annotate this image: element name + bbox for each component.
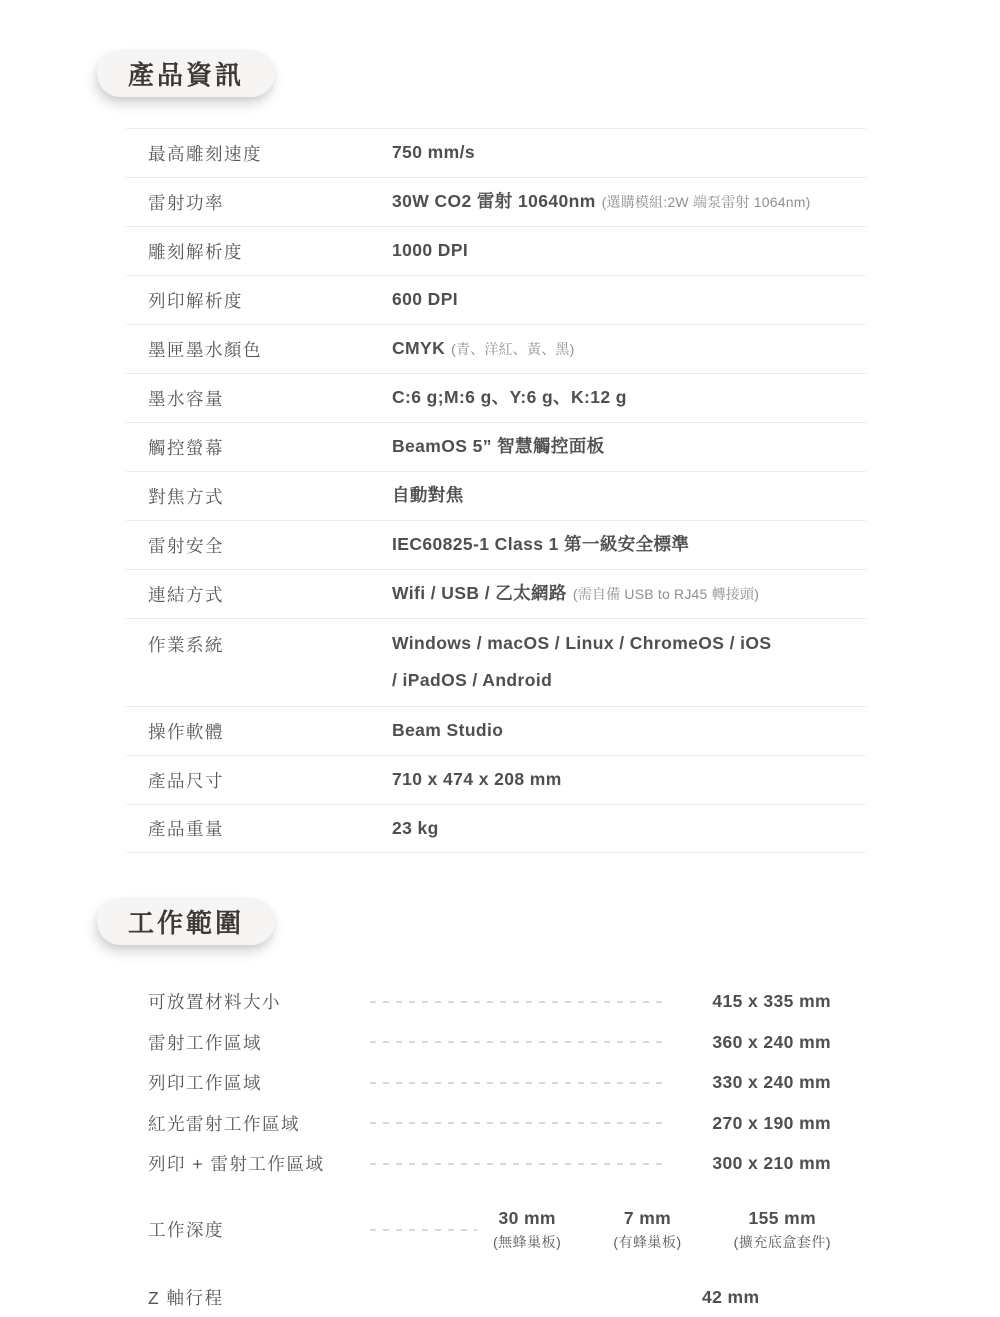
spec-label: 最高雕刻速度 bbox=[148, 143, 262, 164]
work-label: 工作深度 bbox=[148, 1220, 224, 1241]
spec-label: 列印解析度 bbox=[148, 290, 243, 311]
spec-value-line2: / iPadOS / Android bbox=[392, 669, 553, 690]
depth-column bbox=[734, 1208, 831, 1252]
product-spec-table bbox=[126, 128, 866, 853]
spec-label: 墨水容量 bbox=[148, 388, 224, 409]
table-row bbox=[126, 226, 866, 275]
spec-label: 對焦方式 bbox=[148, 486, 224, 507]
table-row bbox=[126, 177, 866, 226]
spec-value: 23 kg bbox=[392, 817, 439, 838]
table-row bbox=[126, 569, 866, 618]
table-row bbox=[126, 422, 866, 471]
spec-value: 750 mm/s bbox=[392, 142, 475, 163]
spec-value: 600 DPI bbox=[392, 289, 459, 310]
spec-label: 操作軟體 bbox=[148, 721, 224, 742]
section-badge-work-range bbox=[97, 898, 275, 945]
table-row bbox=[126, 755, 866, 804]
dashed-leader bbox=[370, 1082, 667, 1084]
spec-note: (青、洋紅、黃、黑) bbox=[451, 341, 575, 358]
table-row bbox=[126, 520, 866, 569]
spec-value: C:6 g;M:6 g、Y:6 g、K:12 g bbox=[392, 387, 627, 408]
work-label: 紅光雷射工作區域 bbox=[148, 1113, 300, 1134]
spec-note: (選購模組:2W 端泵雷射 1064nm) bbox=[601, 194, 811, 211]
depth-caption: (無蜂巢板) bbox=[493, 1233, 562, 1250]
dashed-leader bbox=[370, 1163, 667, 1165]
spec-value: BeamOS 5” 智慧觸控面板 bbox=[392, 436, 605, 457]
spec-label: 雷射安全 bbox=[148, 535, 224, 556]
work-value: 300 x 210 mm bbox=[712, 1153, 831, 1173]
spec-label: 墨匣墨水顏色 bbox=[148, 339, 262, 360]
dashed-leader bbox=[370, 1001, 667, 1003]
depth-value: 30 mm bbox=[498, 1207, 556, 1228]
spec-value: 自動對焦 bbox=[392, 485, 464, 506]
spec-label: 產品重量 bbox=[148, 819, 224, 840]
list-item bbox=[148, 1143, 831, 1184]
section-badge-product-info bbox=[97, 50, 275, 97]
spec-label: 雕刻解析度 bbox=[148, 241, 243, 262]
table-row bbox=[126, 373, 866, 422]
depth-caption: (有蜂巢板) bbox=[613, 1233, 682, 1250]
table-row bbox=[126, 128, 866, 177]
spec-label: 作業系統 bbox=[148, 635, 224, 655]
spec-value: CMYK (青、洋紅、黃、黑) bbox=[392, 338, 575, 359]
depth-value: 7 mm bbox=[623, 1207, 672, 1228]
spec-value: Beam Studio bbox=[392, 720, 504, 741]
work-z-axis-row bbox=[148, 1281, 831, 1315]
work-label: 列印 + 雷射工作區域 bbox=[148, 1154, 325, 1174]
spec-note: (需自備 USB to RJ45 轉接頭) bbox=[572, 586, 760, 603]
list-item bbox=[148, 1062, 831, 1103]
table-row bbox=[126, 275, 866, 324]
depth-column bbox=[493, 1208, 561, 1252]
spec-value: Windows / macOS / Linux / ChromeOS / iOS / iPadOS / Android bbox=[392, 632, 866, 692]
list-item bbox=[148, 1022, 831, 1063]
dashed-leader bbox=[370, 1229, 477, 1231]
section-title: 產品資訊 bbox=[128, 60, 245, 90]
work-label: 可放置材料大小 bbox=[148, 992, 281, 1012]
work-value: 360 x 240 mm bbox=[712, 1031, 831, 1052]
dashed-leader bbox=[370, 1041, 667, 1043]
depth-column bbox=[613, 1208, 681, 1252]
work-label: 列印工作區域 bbox=[148, 1073, 262, 1093]
table-row bbox=[126, 618, 866, 706]
spec-value: 1000 DPI bbox=[392, 240, 469, 261]
spec-value: IEC60825-1 Class 1 第一級安全標準 bbox=[392, 534, 690, 555]
work-label: Z 軸行程 bbox=[148, 1288, 224, 1309]
work-value: 415 x 335 mm bbox=[712, 991, 831, 1011]
work-value: 42 mm bbox=[702, 1287, 760, 1308]
depth-columns bbox=[477, 1208, 831, 1252]
section-title: 工作範圍 bbox=[128, 908, 245, 939]
spec-label: 雷射功率 bbox=[148, 192, 224, 213]
spec-label: 連結方式 bbox=[148, 584, 224, 605]
spec-label: 觸控螢幕 bbox=[148, 437, 224, 458]
work-value: 270 x 190 mm bbox=[712, 1112, 831, 1133]
spec-value: Wifi / USB / 乙太網路 (需自備 USB to RJ45 轉接頭) bbox=[392, 583, 760, 604]
table-row bbox=[126, 471, 866, 520]
depth-caption: (擴充底盒套件) bbox=[733, 1233, 831, 1250]
spec-label: 產品尺寸 bbox=[148, 770, 224, 791]
list-item bbox=[148, 981, 831, 1022]
spec-value: 710 x 474 x 208 mm bbox=[392, 769, 562, 790]
work-range-list bbox=[148, 981, 831, 1315]
dashed-leader bbox=[370, 1122, 667, 1124]
table-row bbox=[126, 324, 866, 373]
work-depth-row bbox=[148, 1202, 831, 1258]
table-row bbox=[126, 706, 866, 755]
work-value: 330 x 240 mm bbox=[712, 1072, 831, 1092]
table-row bbox=[126, 804, 866, 853]
work-label: 雷射工作區域 bbox=[148, 1032, 262, 1053]
spec-value: 30W CO2 雷射 10640nm (選購模組:2W 端泵雷射 1064nm) bbox=[392, 191, 811, 212]
list-item bbox=[148, 1103, 831, 1144]
depth-value: 155 mm bbox=[748, 1207, 817, 1228]
